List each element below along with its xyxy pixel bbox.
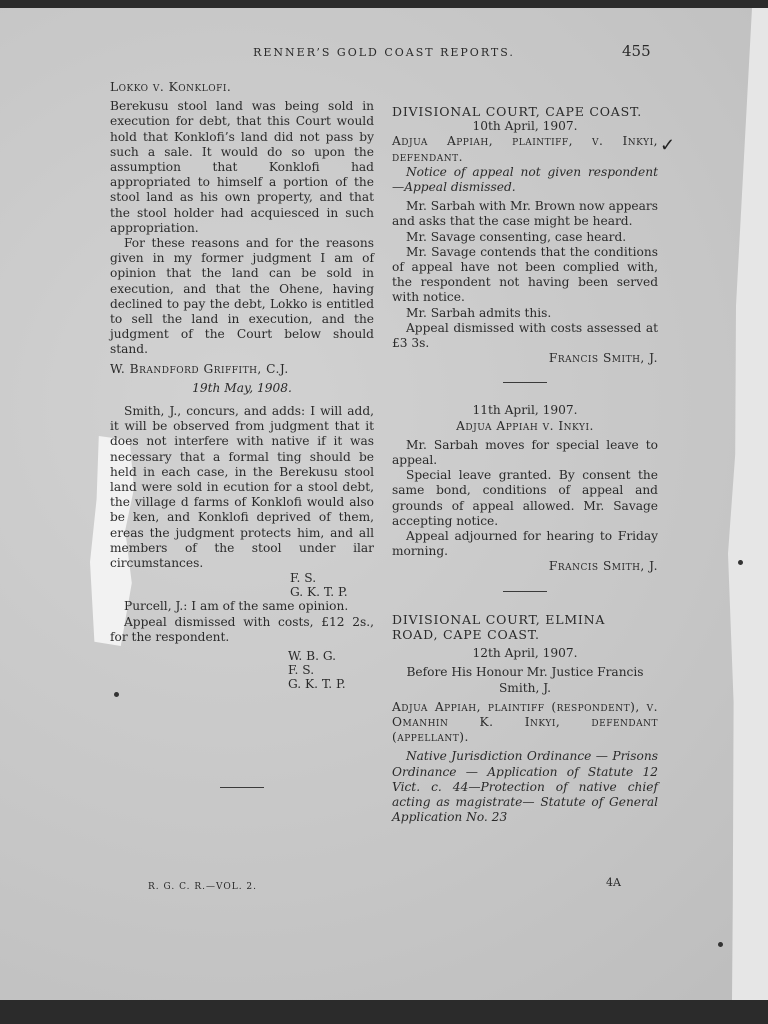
section-rule bbox=[220, 787, 264, 788]
checkmark-icon: ✓ bbox=[660, 135, 676, 156]
paragraph: Berekusu stool land was being sold in execution for debt, that this Court would hold that Konklofi’s land did not pass by such a sale. It would do so upon the assumption that Konklofi had appropriated to himself a portion of the stool land as his own property, and that the stool holder had acquiesced in such appropriation. bbox=[110, 99, 374, 235]
right-column bbox=[392, 104, 658, 825]
torn-edge bbox=[728, 8, 768, 1000]
case-parties: Adjua Appiah, plaintiff, v. Inkyi, defendant. bbox=[392, 134, 658, 164]
paragraph: Appeal dismissed with costs assessed at £3 3s. bbox=[392, 320, 658, 351]
headnote: Native Jurisdiction Ordinance — Prisons Ordinance — Application of Statute 12 Vict. c. 44—Protection of native chief acting as magistrate— Statute of General Application No. 23 bbox=[392, 749, 658, 825]
initials: W. B. G. bbox=[288, 648, 337, 663]
court-heading: DIVISIONAL COURT, ELMINA bbox=[392, 611, 606, 627]
left-column bbox=[110, 80, 374, 802]
initials: G. K. T. P. bbox=[290, 585, 348, 600]
case-date: 12th April, 1907. bbox=[472, 646, 578, 661]
ink-dot bbox=[718, 942, 723, 947]
paragraph: Mr. Savage consenting, case heard. bbox=[406, 229, 627, 244]
initials: G. K. T. P. bbox=[288, 676, 346, 691]
headnote: Notice of appeal not given respondent —Appeal dismissed. bbox=[392, 164, 658, 195]
court-heading: ROAD, CAPE COAST. bbox=[392, 626, 540, 642]
paragraph: Mr. Sarbah admits this. bbox=[406, 305, 552, 320]
ink-dot bbox=[738, 560, 743, 565]
paragraph: For these reasons and for the reasons given in my former judgment I am of opinion that the land can be sold in execution, and that the Ohene, having declined to pay the debt, Lokko is entitled to sell the land in execution, and the judgment of the Court below should stand. bbox=[110, 236, 374, 357]
initials-block bbox=[110, 649, 374, 691]
case-parties: Adjua Appiah v. Inkyi. bbox=[456, 418, 594, 433]
paragraph: Mr. Sarbah moves for special leave to appeal. bbox=[392, 437, 658, 468]
page-number: 455 bbox=[622, 42, 651, 60]
paragraph: Mr. Sarbah with Mr. Brown now appears and asks that the case might be heard. bbox=[392, 199, 658, 229]
paragraph: Mr. Savage contends that the conditions of appeal have not been complied with, the respondent not having been served with notice. bbox=[392, 244, 658, 305]
section-rule bbox=[503, 591, 547, 592]
court-heading: DIVISIONAL COURT, CAPE COAST. bbox=[392, 104, 643, 119]
paragraph: Appeal adjourned for hearing to Friday morning. bbox=[392, 529, 658, 559]
initials: F. S. bbox=[288, 662, 315, 677]
paragraph: Smith, J., concurs, and adds: I will add, it will be observed from judgment that it does not interfere with native if it was necessary that a formal ting should be held in each case, in the Berekusu stool land were sold in ecution for a stool debt, the village d farms of Konklofi would also be ken, and Konklofi deprived of them, ereas the judgment protects him, and all members of the stool under ilar circumstances. bbox=[110, 404, 374, 571]
judgment-date: 19th May, 1908. bbox=[192, 380, 292, 395]
footer-signature-mark: R. G. C. R.—VOL. 2. bbox=[148, 882, 258, 892]
scanned-page bbox=[0, 8, 768, 1000]
ink-dot bbox=[114, 692, 119, 697]
footer-sheet-number: 4A bbox=[606, 876, 621, 889]
judge-signature: Francis Smith, J. bbox=[548, 559, 658, 574]
bench-line: Before His Honour Mr. Justice Francis Smith, J. bbox=[406, 665, 644, 695]
case-parties: Adjua Appiah, plaintiff (respondent), v. Omanhin K. Inkyi, defendant (appellant). bbox=[392, 699, 658, 745]
judge-signature: W. Brandford Griffith, C.J. bbox=[110, 361, 289, 376]
judge-signature: Francis Smith, J. bbox=[548, 351, 658, 366]
case-date: 10th April, 1907. bbox=[472, 119, 578, 134]
initials: F. S. bbox=[290, 571, 317, 586]
running-head: RENNER’S GOLD COAST REPORTS. bbox=[253, 46, 515, 59]
paragraph: Appeal dismissed with costs, £12 2s., for the respondent. bbox=[110, 614, 374, 644]
paragraph: Special leave granted. By consent the same bond, conditions of appeal and grounds of appeal allowed. Mr. Savage accepting notice. bbox=[392, 468, 658, 528]
case-title: Lokko v. Konklofi. bbox=[110, 80, 232, 94]
section-rule bbox=[503, 382, 547, 383]
case-date: 11th April, 1907. bbox=[472, 403, 578, 418]
initials-block bbox=[110, 571, 374, 599]
paragraph: Purcell, J.: I am of the same opinion. bbox=[124, 599, 349, 614]
